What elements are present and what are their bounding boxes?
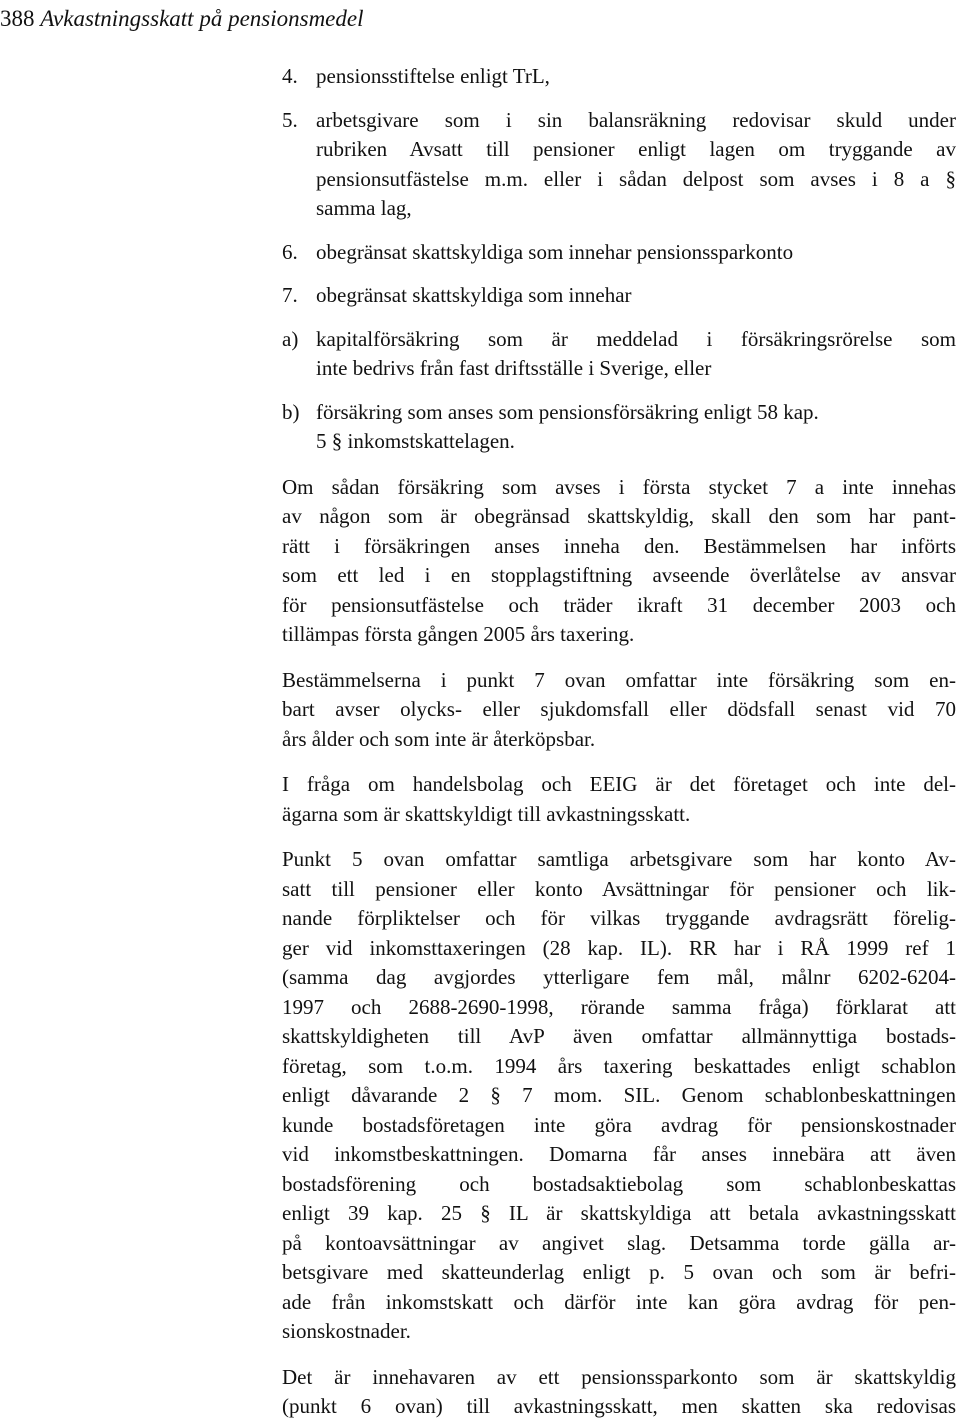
text-line: arbetsgivare som i sin balansräkning redovisar skuld under (316, 107, 956, 132)
text-line: tillämpas första gången 2005 års taxering. (282, 622, 635, 646)
list-number: 6. (282, 239, 298, 264)
text-line: enligt 39 kap. 25 § IL är skattskyldiga att betala avkastningsskatt (282, 1201, 956, 1225)
sub-item-label: a) (282, 326, 299, 351)
text-line: pensionsstiftelse enligt TrL, (316, 64, 550, 88)
text-line: (punkt 6 ovan) till avkastningsskatt, men skatten ska redovisas (282, 1394, 956, 1418)
text-line: nande förpliktelser och för vilkas tryggande avdragsrätt förelig- (282, 906, 956, 930)
text-line: Punkt 5 ovan omfattar samtliga arbetsgivare som har konto Av- (282, 847, 956, 871)
paragraph (282, 473, 956, 650)
text-line: Bestämmelserna i punkt 7 ovan omfattar inte försäkring som en- (282, 667, 956, 692)
page-number: 388 (0, 6, 35, 31)
text-line: bart avser olycks- eller sjukdomsfall eller dödsfall senast vid 70 (282, 697, 956, 721)
text-line: samma lag, (316, 196, 412, 220)
text-line: på kontoavsättningar av angivet slag. Detsamma torde gälla ar- (282, 1230, 956, 1255)
list-number: 5. (282, 107, 298, 132)
text-line: Om sådan försäkring som avses i första stycket 7 a inte innehas (282, 474, 956, 499)
text-line: för pensionsutfästelse och träder ikraft 31 december 2003 och (282, 592, 956, 617)
text-line: enligt dåvarande 2 § 7 mom. SIL. Genom schablonbeskattningen (282, 1083, 956, 1107)
list-item-5 (282, 106, 956, 224)
paragraph (282, 770, 956, 829)
text-line: ade från inkomstskatt och därför inte kan göra avdrag för pen- (282, 1289, 956, 1314)
sub-item-label: b) (282, 399, 300, 424)
text-line: rätt i försäkringen anses inneha den. Bestämmelsen har införts (282, 533, 956, 558)
text-line: sionskostnader. (282, 1319, 411, 1343)
text-line: (samma dag avgjordes ytterligare fem mål, målnr 6202-6204- (282, 965, 956, 989)
list-number: 7. (282, 283, 298, 307)
text-line: satt till pensioner eller konto Avsättningar för pensioner och lik- (282, 876, 956, 901)
list-item-4 (282, 62, 956, 92)
list-number: 4. (282, 64, 298, 88)
text-line: kapitalförsäkring som är meddelad i försäkringsrörelse som (316, 326, 956, 351)
text-line: Det är innehavaren av ett pensionssparkonto som är skattskyldig (282, 1364, 956, 1389)
page-body (282, 62, 956, 1422)
list-item-6 (282, 238, 956, 268)
text-line: ger vid inkomsttaxeringen (28 kap. IL). RR har i RÅ 1999 ref 1 (282, 935, 956, 960)
text-line: av någon som är obegränsad skattskyldig, skall den som har pant- (282, 504, 956, 528)
sub-item-b (282, 398, 956, 457)
text-line: pensionsutfästelse m.m. eller i sådan delpost som avses i 8 a § (316, 166, 956, 191)
text-line: som ett led i en stopplagstiftning avseende överlåtelse av ansvar (282, 563, 956, 587)
text-line: 5 § inkomstskattelagen. (316, 429, 515, 453)
text-line: företag, som t.o.m. 1994 års taxering beskattades enligt schablon (282, 1053, 956, 1078)
text-line: vid inkomstbeskattningen. Domarna får anses innebära att även (282, 1142, 956, 1166)
text-line: betsgivare med skatteunderlag enligt p. 5 ovan och som är befri- (282, 1260, 956, 1284)
text-line: års ålder och som inte är återköpsbar. (282, 726, 596, 751)
page-header (0, 6, 364, 32)
text-line: ägarna som är skattskyldigt till avkastningsskatt. (282, 801, 691, 826)
sub-item-a (282, 325, 956, 384)
text-line: försäkring som anses som pensionsförsäkring enligt 58 kap. (316, 399, 819, 424)
text-line: I fråga om handelsbolag och EEIG är det företaget och inte del- (282, 772, 956, 796)
text-line: kunde bostadsföretagen inte göra avdrag för pensionskostnader (282, 1112, 956, 1137)
text-line: obegränsat skattskyldiga som innehar pensionssparkonto (316, 239, 794, 264)
paragraph (282, 845, 956, 1347)
paragraph (282, 666, 956, 755)
text-line: skattskyldigheten till AvP även omfattar allmännyttiga bostads- (282, 1024, 956, 1048)
text-line: 1997 och 2688-2690-1998, rörande samma fråga) förklarat att (282, 994, 956, 1019)
text-line: inte bedrivs från fast driftsställe i Sverige, eller (316, 356, 712, 380)
paragraph (282, 1363, 956, 1422)
text-line: obegränsat skattskyldiga som innehar (316, 283, 632, 307)
text-line: bostadsförening och bostadsaktiebolag som schablonbeskattas (282, 1171, 956, 1196)
text-line: rubriken Avsatt till pensioner enligt lagen om tryggande av (316, 137, 956, 161)
running-title: Avkastningsskatt på pensionsmedel (40, 6, 364, 31)
list-item-7 (282, 281, 956, 311)
